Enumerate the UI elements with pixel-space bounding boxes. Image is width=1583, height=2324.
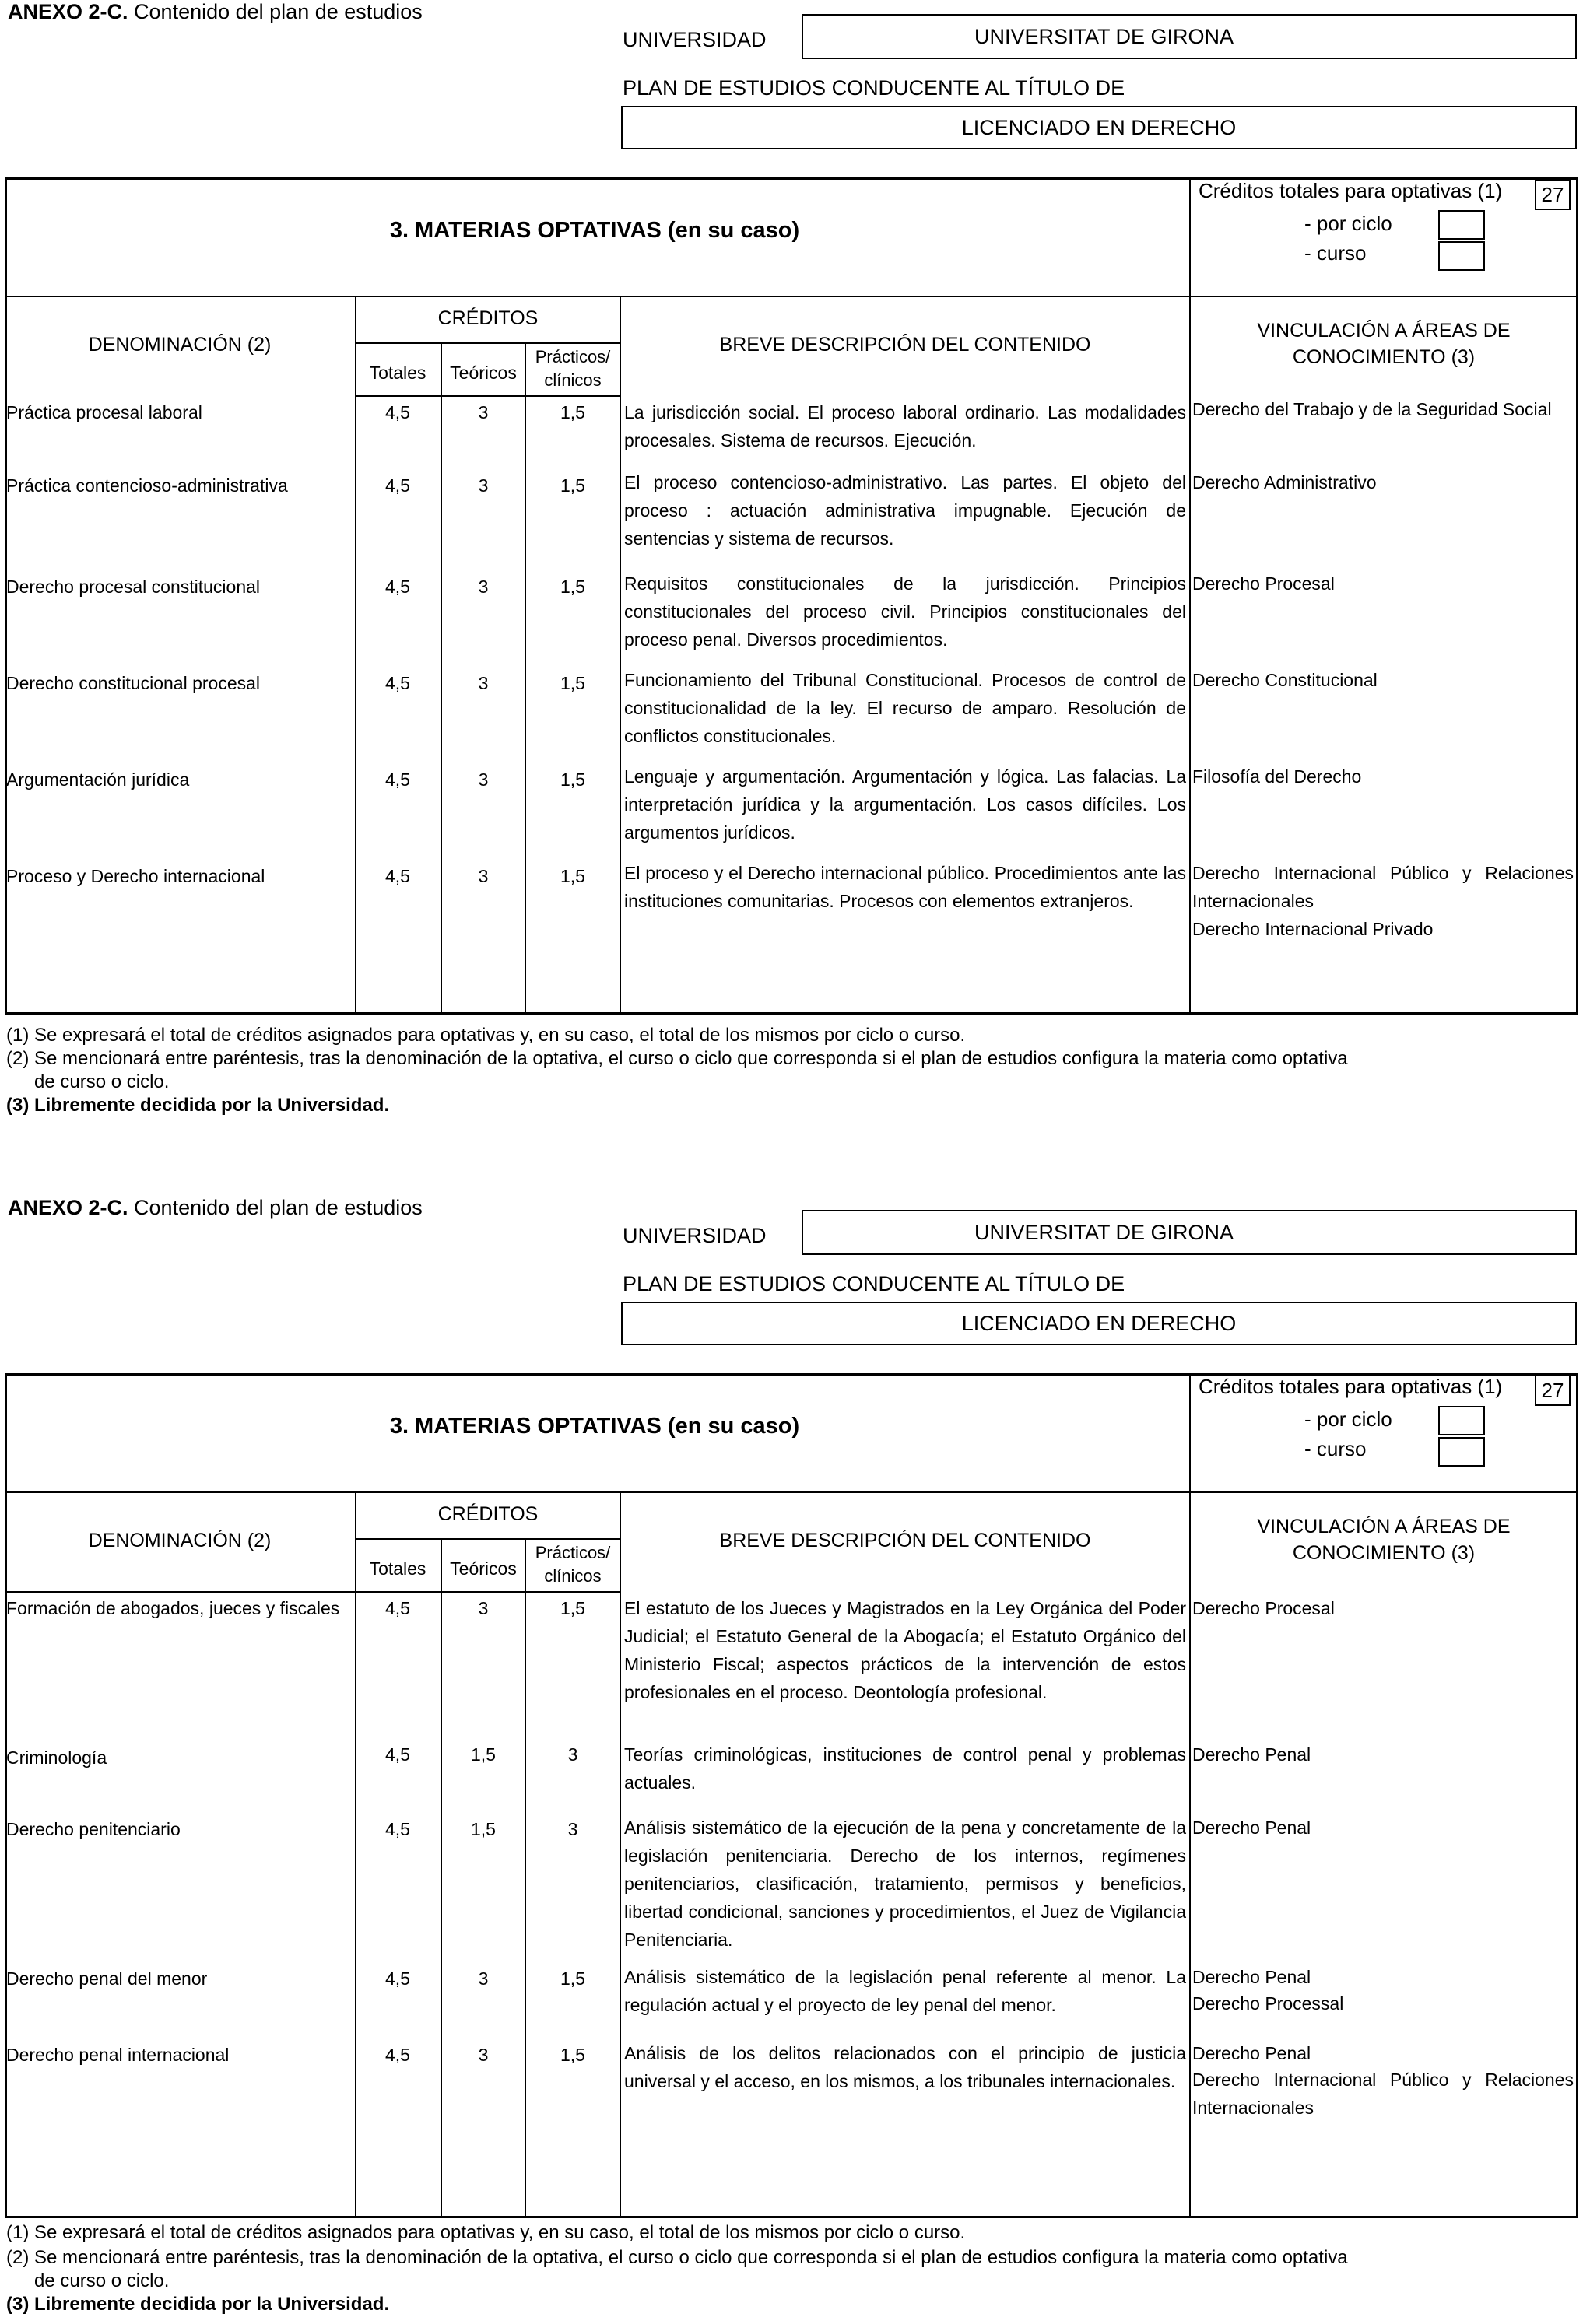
row-area-2: Derecho Internacional Público y Relaciones Internacionales (1192, 2070, 1574, 2118)
plan-label: PLAN DE ESTUDIOS CONDUCENTE AL TÍTULO DE (623, 76, 1125, 100)
row-area: Derecho Procesal (1192, 573, 1335, 594)
row-description: Análisis sistemático de la ejecución de la pena y concretamente de la legislación penitenciaria. Derecho de los internos, regímenes penitenciarios, clasificación, tratamiento, permisos y beneficios, libertad condicional, sanciones y procedimientos, el Juez de Vigilancia Penitenciaria. (624, 1817, 1186, 1950)
col-totales: Totales (369, 363, 426, 383)
col-creditos: CRÉDITOS (437, 1503, 539, 1525)
divider (355, 1538, 621, 1540)
row-area-2: Derecho Internacional Privado (1192, 919, 1434, 939)
row-practicos: 3 (567, 1744, 578, 1765)
row-area: Derecho Procesal (1192, 1598, 1335, 1618)
col-teoricos: Teóricos (450, 1558, 517, 1579)
creditos-totales-value: 27 (1535, 179, 1571, 210)
row-name: Derecho constitucional procesal (6, 673, 261, 693)
curso-box (1438, 241, 1485, 271)
row-totales: 4,5 (385, 673, 410, 693)
row-name: Derecho penal del menor (6, 1968, 208, 1989)
row-description: Lenguaje y argumentación. Argumentación y lógica. Las falacias. La interpretación jurídica y la argumentación. Los casos difíciles. Los argumentos jurídicos. (624, 766, 1186, 843)
divider (525, 1538, 526, 2218)
row-area: Derecho Administrativo (1192, 472, 1377, 492)
row-description: La jurisdicción social. El proceso laboral ordinario. Las modalidades procesales. Sistema de recursos. Ejecución. (624, 402, 1186, 450)
col-denominacion: DENOMINACIÓN (2) (88, 1530, 272, 1551)
section-title: 3. MATERIAS OPTATIVAS (en su caso) (389, 218, 800, 243)
divider (620, 296, 621, 1015)
row-description: Análisis de los delitos relacionados con el principio de justicia universal y el acceso, en los mismos, a los tribunales internacionales. (624, 2043, 1186, 2091)
university-value: UNIVERSITAT DE GIRONA (802, 14, 1577, 59)
row-totales: 4,5 (385, 866, 410, 886)
degree-value: LICENCIADO EN DERECHO (621, 1302, 1577, 1345)
annex-title: ANEXO 2-C. Contenido del plan de estudios (8, 0, 423, 23)
annex-title: ANEXO 2-C. Contenido del plan de estudios (8, 1196, 423, 1219)
row-practicos: 1,5 (560, 1598, 585, 1618)
footnote-2-cont: de curso o ciclo. (34, 2270, 170, 2291)
row-area: Derecho Penal (1192, 1967, 1311, 1987)
row-practicos: 1,5 (560, 402, 585, 422)
row-description: Funcionamiento del Tribunal Constitucional. Procesos de control de constitucionalidad de la ley. El recurso de amparo. Resolución de conflictos constitucionales. (624, 670, 1186, 746)
row-area-2: Derecho Processal (1192, 1993, 1344, 2014)
row-totales: 4,5 (385, 2045, 410, 2065)
university-label: UNIVERSIDAD (623, 1224, 767, 1247)
row-teoricos: 1,5 (471, 1744, 496, 1765)
row-practicos: 1,5 (560, 577, 585, 597)
row-practicos: 1,5 (560, 475, 585, 496)
col-vinculacion: VINCULACIÓN A ÁREAS DE CONOCIMIENTO (3) (1257, 1516, 1511, 1564)
footnote-2-cont: de curso o ciclo. (34, 1071, 170, 1092)
footnote-1: (1) Se expresará el total de créditos asignados para optativas y, en su caso, el total de los mismos por ciclo o curso. (6, 1025, 966, 1046)
row-practicos: 1,5 (560, 673, 585, 693)
row-name: Práctica procesal laboral (6, 402, 202, 422)
row-description: Teorías criminológicas, instituciones de control penal y problemas actuales. (624, 1744, 1186, 1793)
row-totales: 4,5 (385, 1819, 410, 1839)
divider (5, 1491, 1578, 1493)
row-teoricos: 3 (478, 769, 489, 790)
creditos-totales-value: 27 (1535, 1375, 1571, 1406)
col-practicos: Prácticos/ clínicos (535, 1543, 611, 1586)
divider (1189, 177, 1191, 1015)
curso-box (1438, 1437, 1485, 1467)
university-label: UNIVERSIDAD (623, 28, 767, 51)
divider (620, 1491, 621, 2218)
row-description: El proceso y el Derecho internacional público. Procedimientos ante las instituciones comunitarias. Procesos con elementos extranjeros. (624, 863, 1186, 911)
row-teoricos: 3 (478, 402, 489, 422)
footnote-2: (2) Se mencionará entre paréntesis, tras la denominación de la optativa, el curso o ciclo que corresponda si el plan de estudios configura la materia como optativa (6, 2247, 1348, 2268)
row-description: Requisitos constitucionales de la jurisdicción. Principios constitucionales del proceso civil. Principios constitucionales del proceso penal. Diversos procedimientos. (624, 573, 1186, 650)
por-ciclo-box (1438, 210, 1485, 240)
col-practicos: Prácticos/ clínicos (535, 347, 611, 390)
section-title: 3. MATERIAS OPTATIVAS (en su caso) (389, 1414, 800, 1439)
footnote-2: (2) Se mencionará entre paréntesis, tras la denominación de la optativa, el curso o ciclo que corresponda si el plan de estudios configura la materia como optativa (6, 1048, 1348, 1069)
por-ciclo-label: - por ciclo (1304, 212, 1392, 235)
row-teoricos: 3 (478, 2045, 489, 2065)
divider (5, 296, 1578, 297)
row-area: Derecho Penal (1192, 1817, 1311, 1838)
row-teoricos: 1,5 (471, 1819, 496, 1839)
row-description: El estatuto de los Jueces y Magistrados en la Ley Orgánica del Poder Judicial; el Estatuto General de la Abogacía; el Estatuto Orgánico del Ministerio Fiscal; aspectos prácticos de la intervención de estos profesionales en el proceso. Deontología profesional. (624, 1598, 1186, 1702)
divider (1189, 1373, 1191, 2218)
col-vinculacion: VINCULACIÓN A ÁREAS DE CONOCIMIENTO (3) (1257, 320, 1511, 368)
degree-value: LICENCIADO EN DERECHO (621, 106, 1577, 149)
row-name: Derecho penitenciario (6, 1819, 181, 1839)
curso-label: - curso (1304, 1437, 1367, 1460)
row-totales: 4,5 (385, 475, 410, 496)
col-denominacion: DENOMINACIÓN (2) (88, 334, 272, 356)
row-totales: 4,5 (385, 402, 410, 422)
row-practicos: 1,5 (560, 866, 585, 886)
divider (355, 395, 621, 397)
row-totales: 4,5 (385, 1744, 410, 1765)
row-totales: 4,5 (385, 1598, 410, 1618)
creditos-totales-label: Créditos totales para optativas (1) (1199, 1375, 1503, 1398)
row-area: Derecho Penal (1192, 1744, 1311, 1765)
row-teoricos: 3 (478, 1968, 489, 1989)
divider (5, 1591, 621, 1593)
row-practicos: 1,5 (560, 1968, 585, 1989)
row-name: Argumentación jurídica (6, 769, 190, 790)
row-area: Filosofía del Derecho (1192, 766, 1362, 787)
row-name: Derecho penal internacional (6, 2045, 230, 2065)
row-area: Derecho Internacional Público y Relaciones Internacionales (1192, 863, 1574, 911)
row-area: Derecho del Trabajo y de la Seguridad Social (1192, 399, 1552, 419)
row-totales: 4,5 (385, 1968, 410, 1989)
row-area: Derecho Penal (1192, 2043, 1311, 2063)
row-teoricos: 3 (478, 673, 489, 693)
footnote-3: (3) Libremente decidida por la Universidad. (6, 1095, 390, 1116)
row-description: El proceso contencioso-administrativo. Las partes. El objeto del proceso : actuación administrativa impugnable. Ejecución de sentencias y sistema de recursos. (624, 472, 1186, 549)
curso-label: - curso (1304, 241, 1367, 265)
row-name: Formación de abogados, jueces y fiscales (6, 1598, 340, 1618)
footnote-1: (1) Se expresará el total de créditos asignados para optativas y, en su caso, el total de los mismos por ciclo o curso. (6, 2222, 966, 2243)
row-totales: 4,5 (385, 769, 410, 790)
row-teoricos: 3 (478, 577, 489, 597)
university-value: UNIVERSITAT DE GIRONA (802, 1210, 1577, 1255)
row-name: Criminología (6, 1747, 107, 1768)
col-descripcion: BREVE DESCRIPCIÓN DEL CONTENIDO (719, 334, 1091, 356)
row-practicos: 3 (567, 1819, 578, 1839)
row-teoricos: 3 (478, 475, 489, 496)
creditos-totales-label: Créditos totales para optativas (1) (1199, 179, 1503, 202)
row-teoricos: 3 (478, 1598, 489, 1618)
row-name: Proceso y Derecho internacional (6, 866, 265, 886)
col-teoricos: Teóricos (450, 363, 517, 383)
divider (355, 342, 621, 344)
col-totales: Totales (369, 1558, 426, 1579)
row-description: Análisis sistemático de la legislación penal referente al menor. La regulación actual y el proyecto de ley penal del menor. (624, 1967, 1186, 2015)
col-descripcion: BREVE DESCRIPCIÓN DEL CONTENIDO (719, 1530, 1091, 1551)
por-ciclo-label: - por ciclo (1304, 1407, 1392, 1431)
row-practicos: 1,5 (560, 769, 585, 790)
divider (441, 1538, 442, 2218)
col-creditos: CRÉDITOS (437, 307, 539, 329)
row-teoricos: 3 (478, 866, 489, 886)
row-area: Derecho Constitucional (1192, 670, 1378, 690)
row-practicos: 1,5 (560, 2045, 585, 2065)
por-ciclo-box (1438, 1406, 1485, 1435)
row-totales: 4,5 (385, 577, 410, 597)
footnote-3: (3) Libremente decidida por la Universidad. (6, 2294, 390, 2315)
row-name: Derecho procesal constitucional (6, 577, 261, 597)
row-name: Práctica contencioso-administrativa (6, 475, 288, 496)
plan-label: PLAN DE ESTUDIOS CONDUCENTE AL TÍTULO DE (623, 1272, 1125, 1295)
